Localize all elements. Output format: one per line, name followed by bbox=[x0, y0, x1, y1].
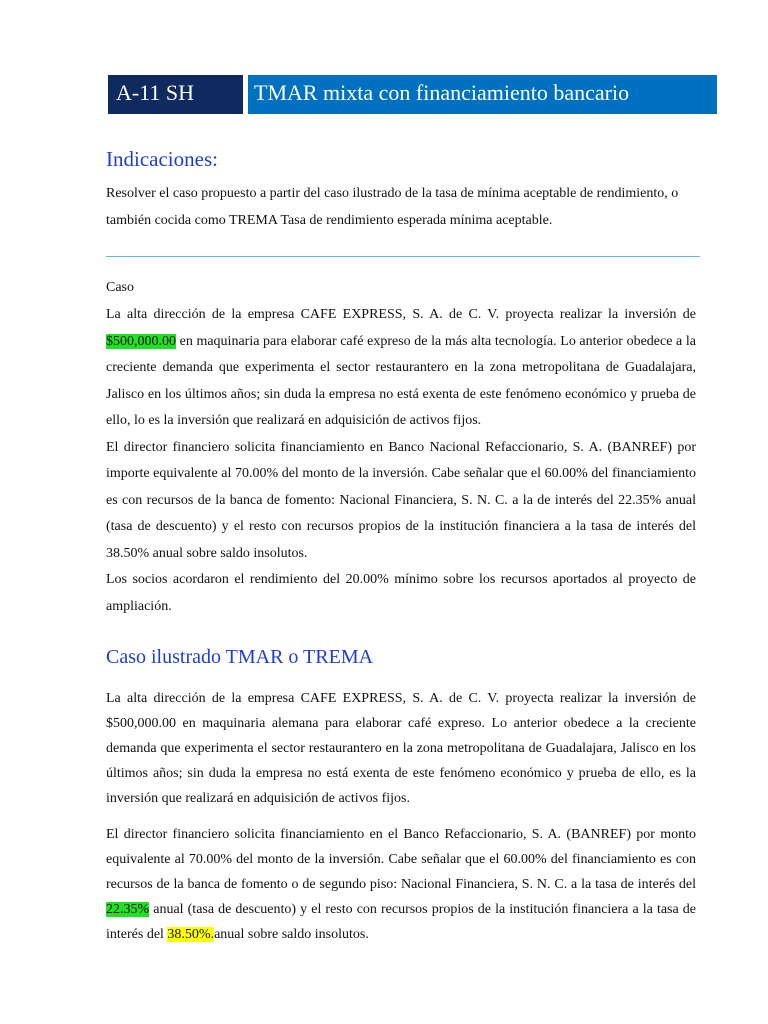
caso-il-p2-text-c: anual sobre saldo insolutos. bbox=[214, 927, 369, 942]
indicaciones-text: Resolver el caso propuesto a partir del caso ilustrado de la tasa de mínima aceptable de rendimiento, o también cocida como TREMA Tasa de rendimiento esperada mínima aceptable. bbox=[106, 186, 679, 228]
activity-title: TMAR mixta con financiamiento bancario bbox=[248, 75, 717, 114]
investment-amount-highlight: $500,000.00 bbox=[106, 333, 176, 349]
caso-ilustrado-paragraph-1: La alta dirección de la empresa CAFE EXPRESS, S. A. de C. V. proyecta realizar la inversión de $500,000.00 en maquinaria alemana para elaborar café expreso. Lo anterior obedece a la creciente demanda que experimenta el sector restaurantero en la zona metropolitana de Guadalajara, Jalisco en los últimos años; sin duda la empresa no está exenta de este fenómeno económico y prueba de ello, es la inversión que realizará en adquisición de activos fijos. bbox=[106, 691, 696, 806]
caso-il-p2-text-a: El director financiero solicita financiamiento en el Banco Refaccionario, S. A. (BANREF) por monto equivalente al 70.00% del monto de la inversión. Cabe señalar que el 60.00% del financiamiento es con recursos de la banca de fomento o de segundo piso: Nacional Financiera, S. N. C. a la tasa de interés del bbox=[106, 827, 696, 892]
caso-ilustrado-heading: Caso ilustrado TMAR o TREMA bbox=[106, 646, 374, 668]
caso-ilustrado-paragraph-2 bbox=[106, 822, 696, 947]
rate-highlight-yellow: 38.50%. bbox=[167, 927, 215, 942]
caso-paragraph-1 bbox=[106, 302, 696, 435]
caso-p1-text-b: en maquinaria para elaborar café expreso de la más alta tecnología. Lo anterior obedece a la creciente demanda que experimenta el sector restaurantero en la zona metropolitana de Guadalajara, Jalisco en los últimos años; sin duda la empresa no está exenta de este fenómeno económico y prueba de ello, lo es la inversión que realizará en adquisición de activos fijos. bbox=[106, 333, 696, 428]
caso-paragraph-3: Los socios acordaron el rendimiento del 20.00% mínimo sobre los recursos aportados al proyecto de ampliación. bbox=[106, 572, 696, 614]
activity-code: A-11 SH bbox=[108, 75, 243, 114]
caso-paragraph-2: El director financiero solicita financiamiento en Banco Nacional Refaccionario, S. A. (BANREF) por importe equivalente al 70.00% del monto de la inversión. Cabe señalar que el 60.00% del financiamiento es con recursos de la banca de fomento: Nacional Financiera, S. N. C. a la de interés del 22.35% anual (tasa de descuento) y el resto con recursos propios de la institución financiera a la tasa de interés del 38.50% anual sobre saldo insolutos. bbox=[106, 439, 696, 561]
caso-label: Caso bbox=[106, 280, 134, 295]
caso-p1-text-a: La alta dirección de la empresa CAFE EXPRESS, S. A. de C. V. proyecta realizar la inversión de bbox=[106, 307, 696, 322]
title-banner bbox=[108, 75, 717, 114]
indicaciones-heading: Indicaciones: bbox=[106, 147, 218, 171]
caso-body bbox=[106, 302, 696, 620]
rate-highlight-green: 22.35% bbox=[106, 902, 150, 917]
section-divider bbox=[106, 256, 700, 257]
caso-il-p2-text-b: anual (tasa de descuento) y el resto con recursos propios de la institución financiera a la tasa de interés del bbox=[106, 902, 696, 942]
